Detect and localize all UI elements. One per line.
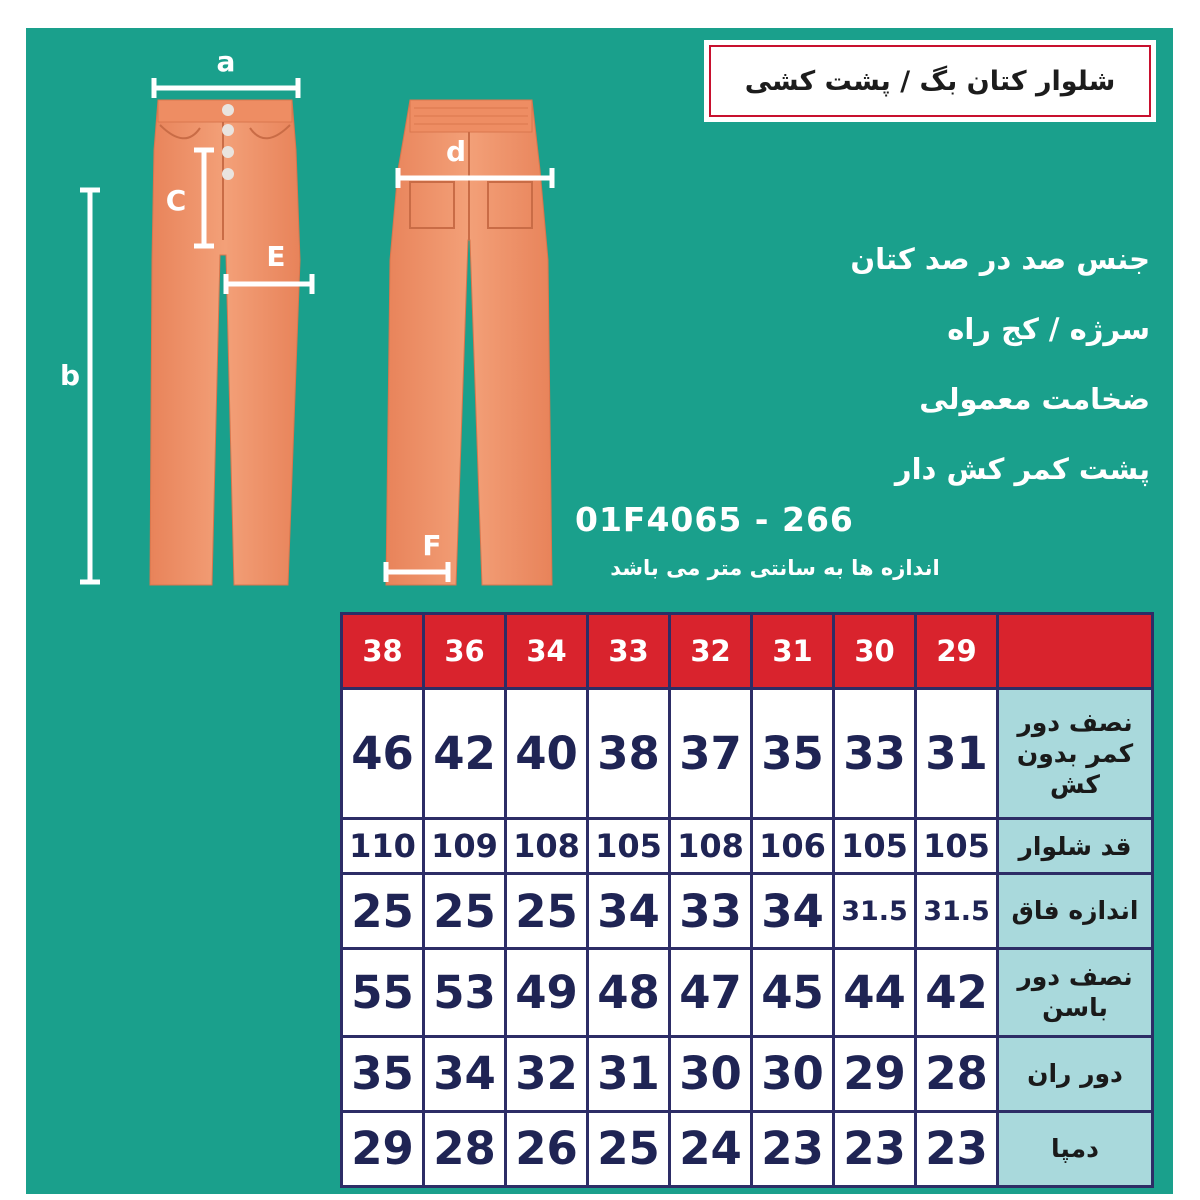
button-icon (222, 168, 234, 180)
table-cell: 24 (671, 1113, 750, 1185)
table-row (343, 1038, 1151, 1110)
size-header: 38 (343, 615, 422, 687)
table-cell: 42 (425, 690, 504, 817)
row-label: دور ران (999, 1038, 1151, 1110)
table-cell: 106 (753, 820, 832, 872)
table-cell: 29 (835, 1038, 914, 1110)
row-label: نصف دور باسن (999, 950, 1151, 1035)
table-cell: 23 (917, 1113, 996, 1185)
measure-label-a: a (216, 45, 236, 78)
button-icon (222, 104, 234, 116)
table-cell: 31 (589, 1038, 668, 1110)
measure-b (80, 190, 100, 582)
units-note: اندازه ها به سانتی متر می باشد (610, 556, 940, 580)
table-cell: 28 (917, 1038, 996, 1110)
table-row (343, 950, 1151, 1035)
table-cell: 28 (425, 1113, 504, 1185)
table-cell: 55 (343, 950, 422, 1035)
spec-material: جنس صد در صد کتان (850, 242, 1150, 276)
table-cell: 34 (753, 875, 832, 947)
table-cell: 34 (425, 1038, 504, 1110)
title-box (704, 40, 1156, 122)
table-cell: 35 (343, 1038, 422, 1110)
table-cell: 105 (835, 820, 914, 872)
table-cell: 108 (671, 820, 750, 872)
button-icon (222, 146, 234, 158)
table-cell: 23 (753, 1113, 832, 1185)
table-cell: 33 (671, 875, 750, 947)
table-cell: 35 (753, 690, 832, 817)
table-cell: 34 (589, 875, 668, 947)
row-label: دمپا (999, 1113, 1151, 1185)
size-header: 33 (589, 615, 668, 687)
size-header: 29 (917, 615, 996, 687)
size-table (340, 612, 1154, 1188)
table-cell: 42 (917, 950, 996, 1035)
row-label: نصف دور کمر بدون کش (999, 690, 1151, 817)
table-row (343, 875, 1151, 947)
size-header: 31 (753, 615, 832, 687)
table-cell: 32 (507, 1038, 586, 1110)
measure-label-e: E (266, 240, 286, 273)
spec-weave: سرژه / کج راه (947, 312, 1150, 346)
table-cell: 29 (343, 1113, 422, 1185)
table-cell: 105 (589, 820, 668, 872)
measure-label-f: F (422, 529, 442, 562)
pants-front-view (150, 100, 300, 585)
spec-waistband: پشت کمر کش دار (894, 452, 1150, 486)
table-cell: 31.5 (835, 875, 914, 947)
row-label: قد شلوار (999, 820, 1151, 872)
measure-a (154, 78, 298, 98)
table-header-row (343, 615, 1151, 687)
table-cell: 25 (425, 875, 504, 947)
table-cell: 110 (343, 820, 422, 872)
table-cell: 25 (343, 875, 422, 947)
table-cell: 105 (917, 820, 996, 872)
size-header: 30 (835, 615, 914, 687)
table-cell: 49 (507, 950, 586, 1035)
button-icon (222, 124, 234, 136)
table-cell: 44 (835, 950, 914, 1035)
size-header: 36 (425, 615, 504, 687)
table-row (343, 820, 1151, 872)
size-header: 34 (507, 615, 586, 687)
table-cell: 25 (507, 875, 586, 947)
page-title: شلوار کتان بگ / پشت کشی (744, 65, 1116, 97)
table-cell: 30 (671, 1038, 750, 1110)
measure-label-b: b (59, 359, 81, 392)
header-corner (999, 615, 1151, 687)
size-header: 32 (671, 615, 750, 687)
table-cell: 109 (425, 820, 504, 872)
row-label: اندازه فاق (999, 875, 1151, 947)
table-cell: 33 (835, 690, 914, 817)
table-cell: 47 (671, 950, 750, 1035)
table-cell: 53 (425, 950, 504, 1035)
table-row (343, 1113, 1151, 1185)
table-cell: 31.5 (917, 875, 996, 947)
table-cell: 108 (507, 820, 586, 872)
table-cell: 26 (507, 1113, 586, 1185)
table-cell: 31 (917, 690, 996, 817)
measure-label-d: d (445, 135, 467, 168)
table-cell: 23 (835, 1113, 914, 1185)
table-cell: 46 (343, 690, 422, 817)
table-cell: 45 (753, 950, 832, 1035)
table-cell: 48 (589, 950, 668, 1035)
table-cell: 37 (671, 690, 750, 817)
table-cell: 38 (589, 690, 668, 817)
spec-thickness: ضخامت معمولی (919, 382, 1150, 416)
pants-back-view (386, 100, 552, 585)
measure-label-c: C (165, 184, 187, 217)
table-cell: 30 (753, 1038, 832, 1110)
table-row (343, 690, 1151, 817)
table-cell: 40 (507, 690, 586, 817)
table-cell: 25 (589, 1113, 668, 1185)
product-code: 01F4065 - 266 (575, 500, 854, 539)
